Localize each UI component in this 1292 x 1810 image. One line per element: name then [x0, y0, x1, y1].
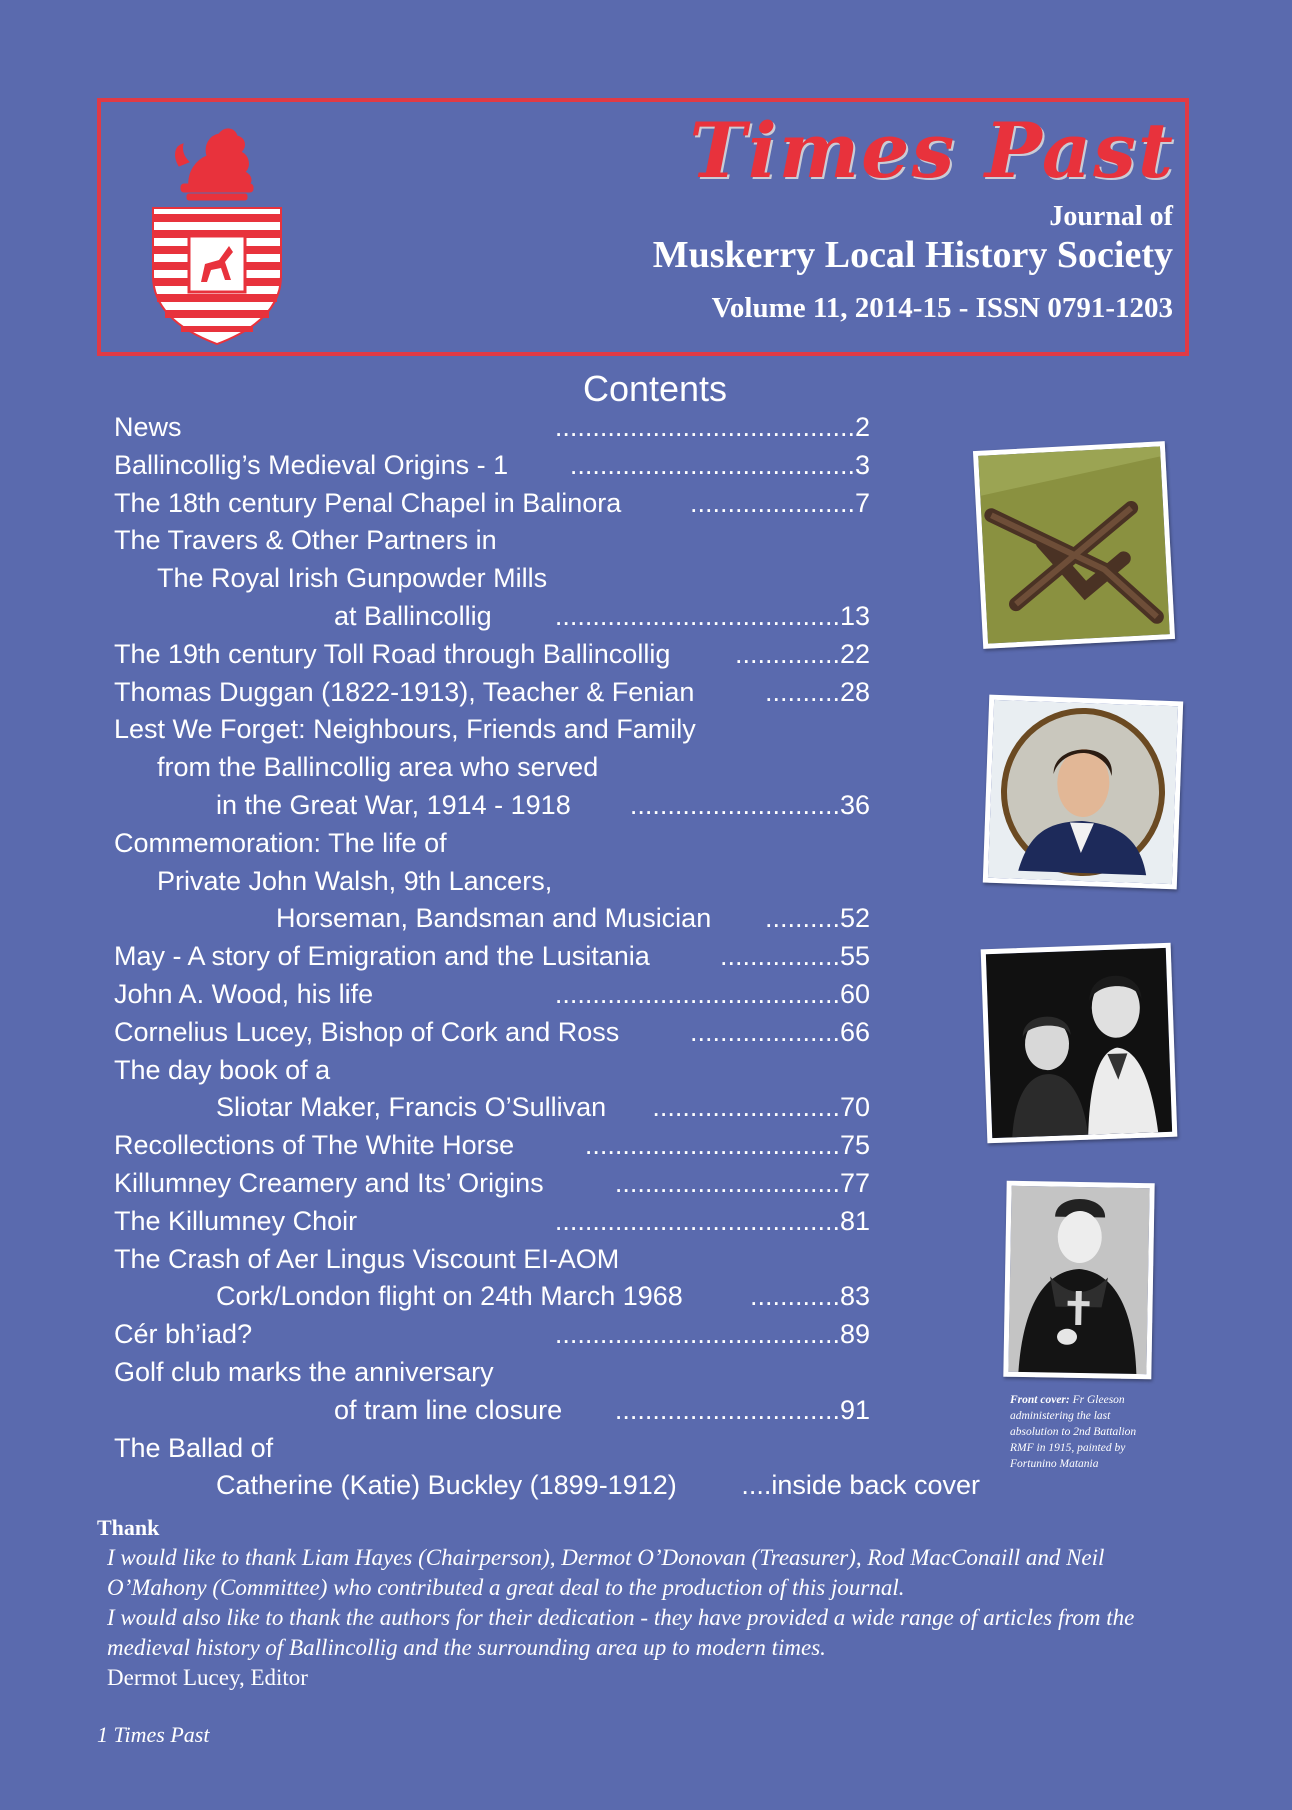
journal-title: Times Past	[689, 106, 1175, 195]
editor-signature: Dermot Lucey, Editor	[107, 1665, 308, 1690]
toc-entry: The Travers & Other Partners in	[114, 525, 497, 556]
bishop-photo	[1003, 1181, 1154, 1380]
toc-entry: at Ballincollig ......................................13	[334, 600, 870, 631]
toc-entry: Thomas Duggan (1822-1913), Teacher & Fenian ..........28	[114, 676, 870, 707]
toc-entry: Horseman, Bandsman and Musician ..........52	[276, 903, 870, 934]
toc-entry: The Royal Irish Gunpowder Mills	[157, 563, 548, 594]
toc-entry: Lest We Forget: Neighbours, Friends and Family	[114, 714, 696, 745]
toc-entry: Cork/London flight on 24th March 1968 ............83	[216, 1281, 870, 1312]
thanks-heading: Thank	[97, 1515, 160, 1540]
volume-issn: Volume 11, 2014-15 - ISSN 0791-1203	[711, 292, 1173, 324]
toc-entry: The Crash of Aer Lingus Viscount EI-AOM	[114, 1243, 620, 1274]
toc-entry: Commemoration: The life of	[114, 827, 447, 858]
caption-label: Front cover:	[1010, 1394, 1070, 1406]
society-crest-icon	[149, 116, 285, 346]
aerial-site-photo	[973, 441, 1175, 649]
toc-entry: from the Ballincollig area who served	[157, 752, 599, 783]
toc-entry: The day book of a	[114, 1054, 331, 1085]
thanks-paragraph-1: I would like to thank Liam Hayes (Chairperson), Dermot O’Donovan (Treasurer), Rod MacConaill and Neil O’Mahony (Committee) who contributed a great deal to the production of this journal.	[107, 1545, 1105, 1600]
thanks-paragraph-2: I would also like to thank the authors for their dedication - they have provided a wide range of articles from the medieval history of Ballincollig and the surrounding area up to modern times.	[107, 1605, 1135, 1660]
page-footer: 1 Times Past	[97, 1722, 210, 1747]
thanks-section	[97, 1515, 1197, 1693]
toc-entry: News ........................................2	[114, 412, 870, 442]
couple-photo	[981, 943, 1178, 1144]
toc-entry: The Ballad of	[114, 1432, 274, 1463]
contents-heading: Contents	[582, 368, 728, 409]
journal-subtitle: Journal of	[1049, 201, 1173, 232]
toc-entry: The 18th century Penal Chapel in Balinora ......................7	[114, 487, 870, 518]
toc-entry: Recollections of The White Horse ..................................75	[114, 1130, 870, 1161]
toc-entry: Killumney Creamery and Its’ Origins ..............................77	[114, 1167, 870, 1198]
toc-entry: Cornelius Lucey, Bishop of Cork and Ross ....................66	[114, 1016, 870, 1047]
toc-entry: of tram line closure ..............................91	[334, 1394, 870, 1425]
toc-entry: Catherine (Katie) Buckley (1899-1912) ....inside back cover	[216, 1470, 980, 1501]
toc-entry: The 19th century Toll Road through Ballincollig ..............22	[114, 638, 870, 669]
society-name: Muskerry Local History Society	[652, 234, 1173, 276]
toc-entry: John A. Wood, his life ......................................60	[114, 978, 870, 1009]
cover-caption	[1010, 1392, 1158, 1472]
portrait-miniature-photo	[983, 695, 1183, 890]
caption-text: Fr Gleeson administering the last absolution to 2nd Battalion RMF in 1915, painted by Fortunino Matania	[1010, 1394, 1137, 1470]
toc-entry: in the Great War, 1914 - 1918 ............................36	[216, 789, 870, 820]
masthead	[97, 98, 1189, 356]
table-of-contents	[114, 409, 1014, 1505]
toc-entry: Cér bh’iad? ......................................89	[114, 1319, 870, 1350]
toc-entry: May - A story of Emigration and the Lusitania ................55	[114, 941, 870, 972]
toc-entry: Sliotar Maker, Francis O’Sullivan .........................70	[216, 1092, 870, 1123]
toc-entry: Private John Walsh, 9th Lancers,	[157, 865, 553, 896]
toc-entry: Ballincollig’s Medieval Origins - 1 ......................................3	[114, 449, 870, 480]
toc-entry: The Killumney Choir ......................................81	[114, 1205, 870, 1236]
toc-entry: Golf club marks the anniversary	[114, 1356, 494, 1387]
